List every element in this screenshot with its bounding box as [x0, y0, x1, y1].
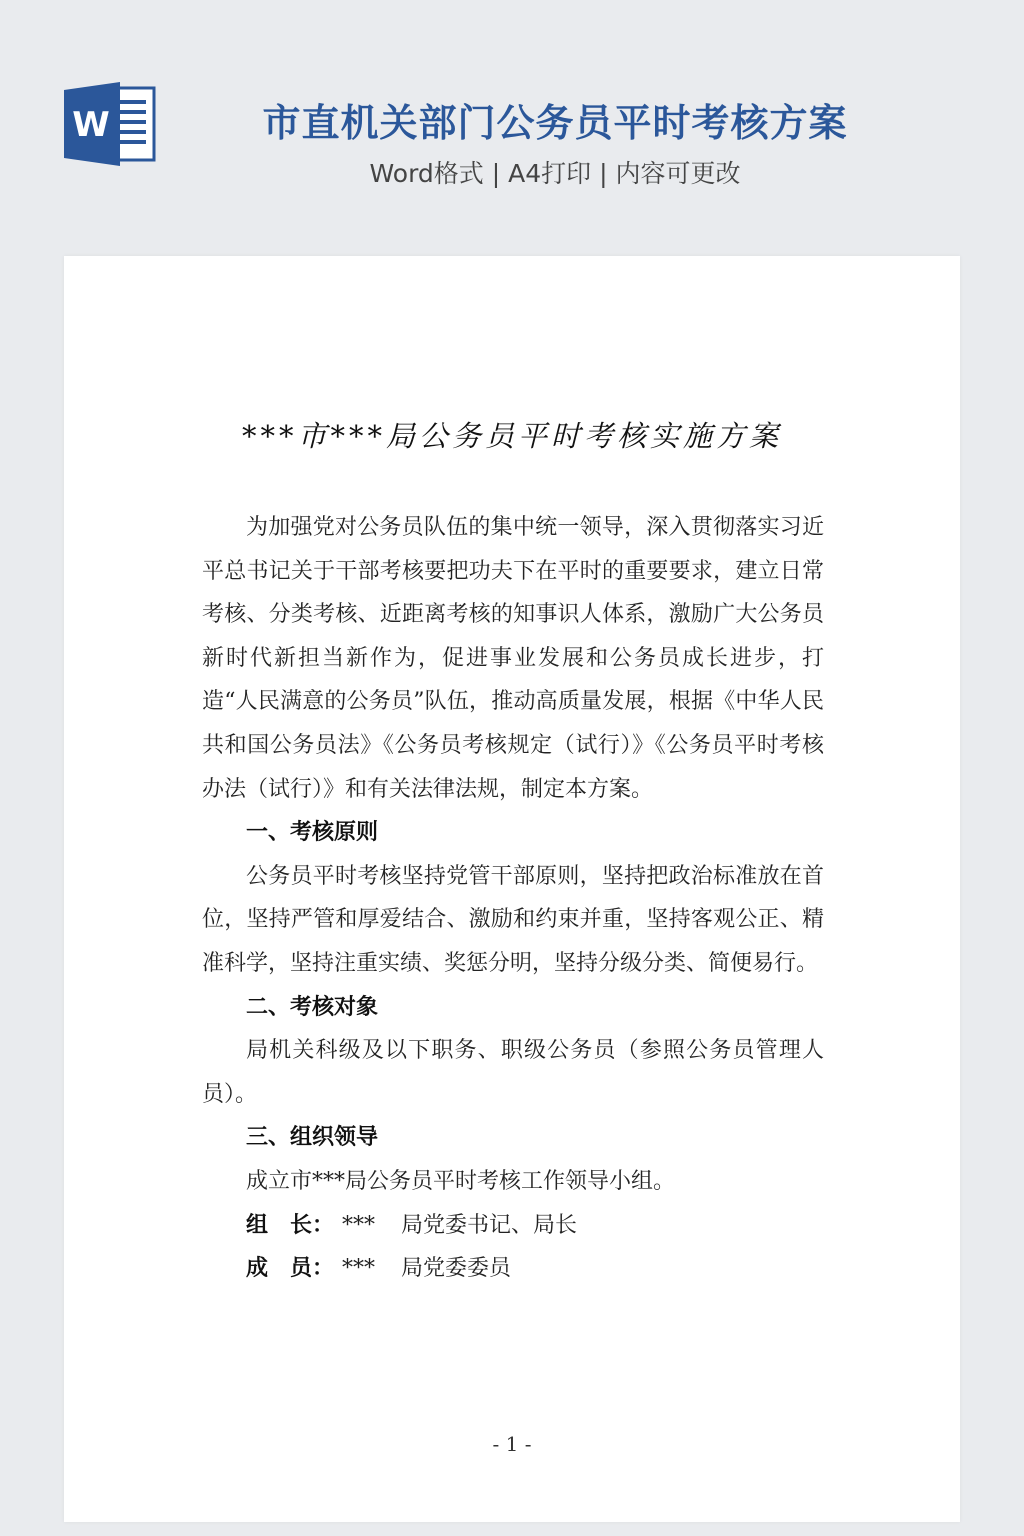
section-heading-leadership: 三、组织领导	[246, 1125, 379, 1151]
member-row-leader	[202, 1204, 824, 1248]
intro-paragraph: 为加强党对公务员队伍的集中统一领导，深入贯彻落实习近平总书记关于干部考核要把功夫下在平时的重要要求，建立日常考核、分类考核、近距离考核的知事识人体系，激励广大公务员新时代新担当新作为，促进事业发展和公务员成长进步，打造“人民满意的公务员”队伍，推动高质量发展，根据《中华人民共和国公务员法》《公务员考核规定（试行）》《公务员平时考核办法（试行）》和有关法律法规，制定本方案。	[202, 515, 824, 802]
member-row-members	[202, 1247, 824, 1291]
section-heading-targets: 二、考核对象	[246, 994, 379, 1020]
section-heading-principles: 一、考核原则	[246, 820, 379, 846]
word-icon-letter: W	[72, 105, 110, 145]
member-position: 局党委书记、局长	[401, 1212, 578, 1238]
document-page	[64, 256, 960, 1522]
header-title: 市直机关部门公务员平时考核方案	[262, 101, 848, 145]
section-text-targets: 局机关科级及以下职务、职级公务员（参照公务员管理人员）。	[202, 1038, 824, 1107]
member-role: 成 员：	[246, 1256, 335, 1282]
section-text-leadership: 成立市***局公务员平时考核工作领导小组。	[246, 1168, 676, 1194]
member-name: ***	[342, 1212, 375, 1238]
word-doc-icon	[64, 82, 158, 166]
member-position: 局党委委员	[401, 1256, 512, 1282]
member-role: 组 长：	[246, 1212, 335, 1238]
document-title: ***市***局公务员平时考核实施方案	[241, 419, 782, 453]
document-body	[202, 506, 824, 1291]
section-text-principles: 公务员平时考核坚持党管干部原则，坚持把政治标准放在首位，坚持严管和厚爱结合、激励和约束并重，坚持客观公正、精准科学，坚持注重实绩、奖惩分明，坚持分级分类、简便易行。	[202, 863, 824, 976]
member-name: ***	[342, 1256, 375, 1282]
header-banner	[0, 0, 1024, 240]
header-subtitle: Word格式 | A4打印 | 内容可更改	[369, 159, 741, 188]
page-number: - 1 -	[492, 1432, 532, 1456]
